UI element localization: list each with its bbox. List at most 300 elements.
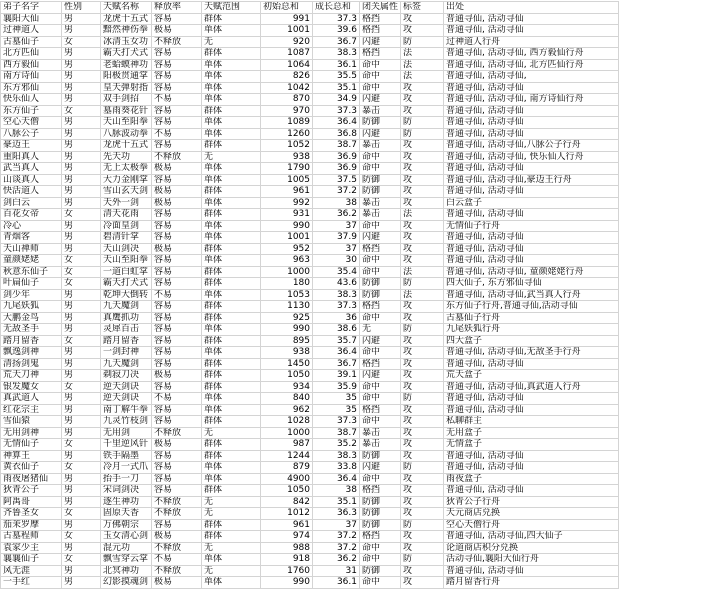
cell-tag[interactable]: 攻 — [401, 197, 444, 209]
cell-talent-range[interactable]: 单体 — [202, 163, 261, 175]
cell-initial-total[interactable]: 974 — [261, 531, 313, 543]
cell-gender[interactable]: 男 — [62, 13, 101, 25]
cell-release-rate[interactable]: 容易 — [152, 416, 202, 428]
cell-retreat-attr[interactable]: 命中 — [360, 82, 401, 94]
cell-source[interactable]: 普通寻仙, 活动寻仙 — [444, 25, 619, 37]
cell-growth-total[interactable]: 37.3 — [313, 301, 360, 313]
cell-initial-total[interactable]: 1042 — [261, 82, 313, 94]
cell-talent-range[interactable]: 无 — [202, 427, 261, 439]
cell-release-rate[interactable]: 容易 — [152, 381, 202, 393]
cell-tag[interactable]: 攻 — [401, 577, 444, 589]
cell-tag[interactable]: 攻 — [401, 220, 444, 232]
cell-initial-total[interactable]: 961 — [261, 186, 313, 198]
cell-tag[interactable]: 防 — [401, 462, 444, 474]
cell-source[interactable]: 过神道人行舟 — [444, 36, 619, 48]
cell-talent-range[interactable]: 群体 — [202, 48, 261, 60]
cell-initial-total[interactable]: 1053 — [261, 289, 313, 301]
cell-retreat-attr[interactable]: 命中 — [360, 416, 401, 428]
cell-source[interactable]: 私聊群主 — [444, 416, 619, 428]
cell-release-rate[interactable]: 不释放 — [152, 565, 202, 577]
cell-initial-total[interactable]: 842 — [261, 496, 313, 508]
cell-release-rate[interactable]: 容易 — [152, 48, 202, 60]
cell-talent[interactable]: 铁手隔墨 — [101, 450, 152, 462]
cell-retreat-attr[interactable]: 格挡 — [360, 485, 401, 497]
cell-initial-total[interactable]: 840 — [261, 393, 313, 405]
cell-release-rate[interactable]: 不释放 — [152, 36, 202, 48]
cell-source[interactable]: 普通寻仙, 活动寻仙 — [444, 232, 619, 244]
cell-source[interactable]: 活动寻仙,襄阳大仙行舟 — [444, 554, 619, 566]
cell-talent-range[interactable]: 群体 — [202, 531, 261, 543]
cell-retreat-attr[interactable]: 命中 — [360, 220, 401, 232]
cell-talent[interactable]: 墓雨葵花针 — [101, 105, 152, 117]
cell-release-rate[interactable]: 极易 — [152, 439, 202, 451]
cell-tag[interactable]: 攻 — [401, 370, 444, 382]
cell-gender[interactable]: 男 — [62, 404, 101, 416]
cell-retreat-attr[interactable]: 无 — [360, 324, 401, 336]
cell-source[interactable]: 普通寻仙, 活动寻仙, 北方匹仙行舟 — [444, 59, 619, 71]
cell-source[interactable]: 四大盒子 — [444, 335, 619, 347]
cell-source[interactable]: 普通寻仙, 活动寻仙,豪迈王行舟 — [444, 174, 619, 186]
cell-talent-range[interactable]: 群体 — [202, 243, 261, 255]
cell-talent[interactable]: 皇天弹射指 — [101, 82, 152, 94]
cell-initial-total[interactable]: 991 — [261, 13, 313, 25]
cell-gender[interactable]: 男 — [62, 496, 101, 508]
cell-growth-total[interactable]: 37.2 — [313, 531, 360, 543]
cell-talent[interactable]: 无用剑 — [101, 427, 152, 439]
cell-gender[interactable]: 女 — [62, 335, 101, 347]
cell-name[interactable]: 豪迈王 — [1, 140, 62, 152]
cell-retreat-attr[interactable]: 闪避 — [360, 128, 401, 140]
cell-talent-range[interactable]: 单体 — [202, 94, 261, 106]
cell-talent[interactable]: 无上太极拳 — [101, 163, 152, 175]
cell-talent-range[interactable]: 群体 — [202, 358, 261, 370]
cell-tag[interactable]: 攻 — [401, 163, 444, 175]
cell-retreat-attr[interactable]: 命中 — [360, 473, 401, 485]
cell-talent[interactable]: 八脉波动拳 — [101, 128, 152, 140]
cell-name[interactable]: 荒天刀神 — [1, 370, 62, 382]
cell-name[interactable]: 青烟客 — [1, 232, 62, 244]
cell-release-rate[interactable]: 容易 — [152, 358, 202, 370]
cell-gender[interactable]: 男 — [62, 220, 101, 232]
cell-initial-total[interactable]: 990 — [261, 220, 313, 232]
cell-retreat-attr[interactable]: 命中 — [360, 347, 401, 359]
cell-initial-total[interactable]: 1087 — [261, 48, 313, 60]
cell-gender[interactable]: 女 — [62, 209, 101, 221]
cell-initial-total[interactable]: 934 — [261, 381, 313, 393]
cell-initial-total[interactable]: 1760 — [261, 565, 313, 577]
cell-growth-total[interactable]: 33.8 — [313, 462, 360, 474]
cell-tag[interactable]: 攻 — [401, 82, 444, 94]
cell-initial-total[interactable]: 1000 — [261, 266, 313, 278]
cell-name[interactable]: 大鹏金鸟 — [1, 312, 62, 324]
cell-initial-total[interactable]: 990 — [261, 577, 313, 589]
cell-name[interactable]: 阿禹哥 — [1, 496, 62, 508]
cell-source[interactable]: 无情仙子行舟 — [444, 220, 619, 232]
cell-tag[interactable]: 防 — [401, 519, 444, 531]
cell-release-rate[interactable]: 容易 — [152, 324, 202, 336]
cell-growth-total[interactable]: 36.8 — [313, 128, 360, 140]
cell-initial-total[interactable]: 938 — [261, 151, 313, 163]
cell-tag[interactable]: 攻 — [401, 94, 444, 106]
cell-talent[interactable]: 飘雪穿云掌 — [101, 554, 152, 566]
cell-source[interactable]: 普通寻仙, 活动寻仙 — [444, 485, 619, 497]
cell-talent[interactable]: 天外一剑 — [101, 197, 152, 209]
cell-name[interactable]: 南方诗仙 — [1, 71, 62, 83]
cell-release-rate[interactable]: 容易 — [152, 485, 202, 497]
cell-growth-total[interactable]: 37.3 — [313, 105, 360, 117]
cell-name[interactable]: 武当真人 — [1, 163, 62, 175]
cell-gender[interactable]: 女 — [62, 381, 101, 393]
cell-name[interactable]: 踏月留香 — [1, 335, 62, 347]
cell-talent[interactable]: 大力金刚掌 — [101, 174, 152, 186]
header-cell-initial-total[interactable]: 初始总和 — [261, 2, 313, 14]
cell-talent[interactable]: 逆天剑诀 — [101, 393, 152, 405]
cell-source[interactable]: 普通寻仙, 活动寻仙, 童颜姥姥行舟 — [444, 266, 619, 278]
cell-talent[interactable]: 霸天打犬式 — [101, 278, 152, 290]
cell-initial-total[interactable]: 961 — [261, 519, 313, 531]
cell-tag[interactable]: 法 — [401, 48, 444, 60]
cell-talent[interactable]: 天山至阳拳 — [101, 117, 152, 129]
cell-tag[interactable]: 法 — [401, 59, 444, 71]
cell-source[interactable]: 论道商店积分兑换 — [444, 542, 619, 554]
cell-growth-total[interactable]: 37.3 — [313, 416, 360, 428]
cell-gender[interactable]: 男 — [62, 232, 101, 244]
cell-release-rate[interactable]: 容易 — [152, 278, 202, 290]
cell-growth-total[interactable]: 35.1 — [313, 496, 360, 508]
header-cell-tag[interactable]: 标签 — [401, 2, 444, 14]
cell-talent-range[interactable]: 群体 — [202, 381, 261, 393]
cell-release-rate[interactable]: 容易 — [152, 13, 202, 25]
cell-talent-range[interactable]: 群体 — [202, 416, 261, 428]
cell-initial-total[interactable]: 870 — [261, 94, 313, 106]
cell-growth-total[interactable]: 36.4 — [313, 473, 360, 485]
cell-release-rate[interactable]: 不释放 — [152, 151, 202, 163]
cell-release-rate[interactable]: 不易 — [152, 393, 202, 405]
cell-tag[interactable]: 防 — [401, 36, 444, 48]
cell-initial-total[interactable]: 1130 — [261, 301, 313, 313]
cell-gender[interactable]: 男 — [62, 347, 101, 359]
cell-tag[interactable]: 法 — [401, 71, 444, 83]
cell-release-rate[interactable]: 极易 — [152, 25, 202, 37]
cell-talent-range[interactable]: 单体 — [202, 255, 261, 267]
cell-initial-total[interactable]: 1000 — [261, 427, 313, 439]
cell-name[interactable]: 东方邪仙 — [1, 82, 62, 94]
cell-tag[interactable]: 攻 — [401, 140, 444, 152]
cell-talent-range[interactable]: 单体 — [202, 554, 261, 566]
cell-growth-total[interactable]: 35.2 — [313, 439, 360, 451]
cell-retreat-attr[interactable]: 闪避 — [360, 36, 401, 48]
cell-retreat-attr[interactable]: 格挡 — [360, 25, 401, 37]
cell-talent-range[interactable]: 单体 — [202, 462, 261, 474]
cell-name[interactable]: 风无涯 — [1, 565, 62, 577]
cell-release-rate[interactable]: 不易 — [152, 554, 202, 566]
cell-release-rate[interactable]: 不易 — [152, 128, 202, 140]
cell-tag[interactable]: 攻 — [401, 358, 444, 370]
cell-retreat-attr[interactable]: 格挡 — [360, 358, 401, 370]
cell-source[interactable]: 空心天僧行舟 — [444, 519, 619, 531]
cell-source[interactable]: 普通寻仙, 活动寻仙 — [444, 358, 619, 370]
cell-growth-total[interactable]: 30 — [313, 255, 360, 267]
cell-growth-total[interactable]: 38.3 — [313, 48, 360, 60]
cell-talent[interactable]: 冷月一式爪 — [101, 462, 152, 474]
cell-source[interactable]: 东方仙子行舟,普通寻仙,活动寻仙 — [444, 301, 619, 313]
cell-source[interactable]: 普通寻仙, 活动寻仙 — [444, 255, 619, 267]
cell-initial-total[interactable]: 931 — [261, 209, 313, 221]
cell-source[interactable]: 普通寻仙, 活动寻仙 — [444, 13, 619, 25]
cell-gender[interactable]: 男 — [62, 324, 101, 336]
cell-talent-range[interactable]: 单体 — [202, 197, 261, 209]
cell-release-rate[interactable]: 容易 — [152, 59, 202, 71]
cell-source[interactable]: 普通寻仙, 活动寻仙 — [444, 243, 619, 255]
cell-growth-total[interactable]: 35.7 — [313, 335, 360, 347]
cell-initial-total[interactable]: 918 — [261, 554, 313, 566]
cell-source[interactable]: 普通寻仙, 活动寻仙,八脉公子行舟 — [444, 140, 619, 152]
cell-growth-total[interactable]: 37.3 — [313, 13, 360, 25]
cell-release-rate[interactable]: 容易 — [152, 312, 202, 324]
cell-name[interactable]: 剑白云 — [1, 197, 62, 209]
cell-release-rate[interactable]: 容易 — [152, 347, 202, 359]
cell-talent[interactable]: 逆天剑诀 — [101, 381, 152, 393]
cell-tag[interactable]: 攻 — [401, 404, 444, 416]
header-cell-gender[interactable]: 性别 — [62, 2, 101, 14]
cell-talent[interactable]: 冷面皇剑 — [101, 220, 152, 232]
cell-source[interactable]: 普通寻仙, 活动寻仙 — [444, 404, 619, 416]
cell-initial-total[interactable]: 180 — [261, 278, 313, 290]
cell-source[interactable]: 普通寻仙, 活动寻仙 — [444, 163, 619, 175]
cell-growth-total[interactable]: 35.4 — [313, 266, 360, 278]
cell-name[interactable]: 雪仙猿 — [1, 416, 62, 428]
cell-growth-total[interactable]: 36 — [313, 312, 360, 324]
cell-name[interactable]: 神算王 — [1, 450, 62, 462]
cell-retreat-attr[interactable]: 命中 — [360, 163, 401, 175]
cell-gender[interactable]: 男 — [62, 577, 101, 589]
cell-gender[interactable]: 男 — [62, 186, 101, 198]
cell-source[interactable]: 普通寻仙, 活动寻仙,武当真人行舟 — [444, 289, 619, 301]
cell-retreat-attr[interactable]: 格挡 — [360, 301, 401, 313]
cell-name[interactable]: 童颜姥姥 — [1, 255, 62, 267]
cell-initial-total[interactable]: 987 — [261, 439, 313, 451]
cell-source[interactable]: 普通寻仙, 活动寻仙 — [444, 117, 619, 129]
cell-talent-range[interactable]: 单体 — [202, 289, 261, 301]
cell-initial-total[interactable]: 1012 — [261, 508, 313, 520]
cell-talent-range[interactable]: 无 — [202, 496, 261, 508]
cell-gender[interactable]: 男 — [62, 450, 101, 462]
cell-retreat-attr[interactable]: 格挡 — [360, 531, 401, 543]
cell-talent-range[interactable]: 单体 — [202, 220, 261, 232]
cell-release-rate[interactable]: 容易 — [152, 462, 202, 474]
cell-name[interactable]: 古墓仙子 — [1, 36, 62, 48]
cell-growth-total[interactable]: 35 — [313, 404, 360, 416]
cell-name[interactable]: 黄衣仙子 — [1, 462, 62, 474]
cell-name[interactable]: 空心天僧 — [1, 117, 62, 129]
cell-initial-total[interactable]: 1001 — [261, 25, 313, 37]
cell-retreat-attr[interactable]: 防御 — [360, 450, 401, 462]
cell-initial-total[interactable]: 1050 — [261, 370, 313, 382]
cell-gender[interactable]: 男 — [62, 370, 101, 382]
cell-growth-total[interactable]: 36.4 — [313, 117, 360, 129]
cell-initial-total[interactable]: 962 — [261, 404, 313, 416]
cell-talent[interactable]: 一剑封神 — [101, 347, 152, 359]
cell-retreat-attr[interactable]: 闪避 — [360, 232, 401, 244]
cell-release-rate[interactable]: 不释放 — [152, 427, 202, 439]
cell-gender[interactable]: 女 — [62, 508, 101, 520]
cell-growth-total[interactable]: 37 — [313, 220, 360, 232]
cell-talent[interactable]: 灵犀百击 — [101, 324, 152, 336]
cell-tag[interactable]: 攻 — [401, 427, 444, 439]
cell-initial-total[interactable]: 1260 — [261, 128, 313, 140]
cell-gender[interactable]: 男 — [62, 48, 101, 60]
cell-release-rate[interactable]: 容易 — [152, 255, 202, 267]
cell-growth-total[interactable]: 39.6 — [313, 25, 360, 37]
cell-initial-total[interactable]: 1790 — [261, 163, 313, 175]
cell-talent[interactable]: 一道白虹掌 — [101, 266, 152, 278]
cell-initial-total[interactable]: 952 — [261, 243, 313, 255]
cell-name[interactable]: 真武道人 — [1, 393, 62, 405]
cell-talent[interactable]: 霸天打犬式 — [101, 48, 152, 60]
cell-tag[interactable]: 法 — [401, 209, 444, 221]
cell-retreat-attr[interactable]: 防御 — [360, 519, 401, 531]
cell-gender[interactable]: 男 — [62, 358, 101, 370]
cell-tag[interactable]: 攻 — [401, 542, 444, 554]
cell-release-rate[interactable]: 容易 — [152, 140, 202, 152]
cell-retreat-attr[interactable]: 命中 — [360, 71, 401, 83]
cell-name[interactable]: 襄襄仙子 — [1, 554, 62, 566]
cell-talent-range[interactable]: 单体 — [202, 128, 261, 140]
cell-name[interactable]: 银发魔女 — [1, 381, 62, 393]
cell-talent-range[interactable]: 单体 — [202, 347, 261, 359]
cell-gender[interactable]: 女 — [62, 255, 101, 267]
cell-gender[interactable]: 男 — [62, 163, 101, 175]
header-cell-talent-range[interactable]: 天赋范围 — [202, 2, 261, 14]
cell-growth-total[interactable]: 37.2 — [313, 542, 360, 554]
cell-retreat-attr[interactable]: 命中 — [360, 393, 401, 405]
cell-initial-total[interactable]: 895 — [261, 335, 313, 347]
cell-source[interactable]: 普通寻仙, 活动寻仙,无敌圣手行舟 — [444, 347, 619, 359]
cell-initial-total[interactable]: 1064 — [261, 59, 313, 71]
cell-release-rate[interactable]: 容易 — [152, 82, 202, 94]
cell-talent[interactable]: 阳极贯通掌 — [101, 71, 152, 83]
cell-name[interactable]: 叶扁仙子 — [1, 278, 62, 290]
cell-growth-total[interactable]: 38.7 — [313, 140, 360, 152]
cell-release-rate[interactable]: 容易 — [152, 519, 202, 531]
cell-retreat-attr[interactable]: 命中 — [360, 577, 401, 589]
cell-name[interactable]: 东方仙子 — [1, 105, 62, 117]
cell-retreat-attr[interactable]: 防御 — [360, 186, 401, 198]
cell-tag[interactable]: 攻 — [401, 243, 444, 255]
cell-talent-range[interactable]: 群体 — [202, 485, 261, 497]
cell-gender[interactable]: 男 — [62, 519, 101, 531]
cell-release-rate[interactable]: 不易 — [152, 94, 202, 106]
cell-retreat-attr[interactable]: 命中 — [360, 151, 401, 163]
cell-source[interactable]: 白云盒子 — [444, 197, 619, 209]
cell-talent[interactable]: 踏月留香 — [101, 335, 152, 347]
cell-talent-range[interactable]: 无 — [202, 151, 261, 163]
cell-growth-total[interactable]: 37 — [313, 243, 360, 255]
cell-tag[interactable]: 防 — [401, 117, 444, 129]
cell-tag[interactable]: 攻 — [401, 105, 444, 117]
cell-tag[interactable]: 防 — [401, 278, 444, 290]
cell-tag[interactable]: 防 — [401, 554, 444, 566]
cell-growth-total[interactable]: 37.9 — [313, 232, 360, 244]
cell-talent[interactable]: 清天花雨 — [101, 209, 152, 221]
cell-name[interactable]: 冷心 — [1, 220, 62, 232]
cell-source[interactable]: 荒天盒子 — [444, 370, 619, 382]
cell-name[interactable]: 古墓程师 — [1, 531, 62, 543]
cell-retreat-attr[interactable]: 格挡 — [360, 404, 401, 416]
cell-tag[interactable]: 攻 — [401, 301, 444, 313]
cell-gender[interactable]: 女 — [62, 462, 101, 474]
cell-name[interactable]: 山谈真人 — [1, 174, 62, 186]
cell-tag[interactable]: 攻 — [401, 335, 444, 347]
cell-talent-range[interactable]: 单体 — [202, 324, 261, 336]
cell-retreat-attr[interactable]: 防御 — [360, 278, 401, 290]
cell-source[interactable]: 九尾妖狐行舟 — [444, 324, 619, 336]
cell-source[interactable]: 四大仙子, 东方邪仙寻仙 — [444, 278, 619, 290]
cell-retreat-attr[interactable]: 命中 — [360, 312, 401, 324]
cell-retreat-attr[interactable]: 防御 — [360, 496, 401, 508]
cell-talent[interactable]: 九天魔剑 — [101, 358, 152, 370]
cell-growth-total[interactable]: 36.4 — [313, 347, 360, 359]
cell-growth-total[interactable]: 35 — [313, 393, 360, 405]
cell-tag[interactable]: 攻 — [401, 347, 444, 359]
cell-talent[interactable]: 幻影摸魂剑 — [101, 577, 152, 589]
cell-initial-total[interactable]: 1450 — [261, 358, 313, 370]
cell-name[interactable]: 秋意东仙子 — [1, 266, 62, 278]
cell-tag[interactable]: 攻 — [401, 312, 444, 324]
cell-release-rate[interactable]: 容易 — [152, 71, 202, 83]
cell-name[interactable]: 袁家少主 — [1, 542, 62, 554]
cell-growth-total[interactable]: 35.9 — [313, 381, 360, 393]
cell-retreat-attr[interactable]: 暴击 — [360, 209, 401, 221]
cell-name[interactable]: 天山禅师 — [1, 243, 62, 255]
cell-retreat-attr[interactable]: 防御 — [360, 174, 401, 186]
cell-talent-range[interactable]: 群体 — [202, 335, 261, 347]
cell-release-rate[interactable]: 容易 — [152, 117, 202, 129]
cell-growth-total[interactable]: 36.9 — [313, 163, 360, 175]
cell-gender[interactable]: 女 — [62, 278, 101, 290]
cell-talent[interactable]: 抬手一刀 — [101, 473, 152, 485]
cell-tag[interactable]: 攻 — [401, 565, 444, 577]
cell-growth-total[interactable]: 39.1 — [313, 370, 360, 382]
cell-gender[interactable]: 男 — [62, 485, 101, 497]
cell-initial-total[interactable]: 925 — [261, 312, 313, 324]
cell-gender[interactable]: 男 — [62, 151, 101, 163]
cell-name[interactable]: 茄茉罗摩 — [1, 519, 62, 531]
cell-gender[interactable]: 女 — [62, 531, 101, 543]
cell-gender[interactable]: 男 — [62, 71, 101, 83]
cell-gender[interactable]: 男 — [62, 301, 101, 313]
cell-release-rate[interactable]: 极易 — [152, 186, 202, 198]
cell-retreat-attr[interactable]: 格挡 — [360, 243, 401, 255]
cell-retreat-attr[interactable]: 命中 — [360, 554, 401, 566]
cell-talent[interactable]: 老蛤蟆神功 — [101, 59, 152, 71]
cell-retreat-attr[interactable]: 暴击 — [360, 105, 401, 117]
cell-source[interactable]: 踏月留香行舟 — [444, 577, 619, 589]
cell-source[interactable]: 无情盒子 — [444, 439, 619, 451]
cell-tag[interactable]: 攻 — [401, 186, 444, 198]
cell-initial-total[interactable]: 988 — [261, 542, 313, 554]
cell-release-rate[interactable]: 极易 — [152, 197, 202, 209]
cell-retreat-attr[interactable]: 命中 — [360, 381, 401, 393]
cell-source[interactable]: 普通寻仙, 活动寻仙 — [444, 186, 619, 198]
cell-gender[interactable]: 男 — [62, 197, 101, 209]
cell-retreat-attr[interactable]: 防御 — [360, 508, 401, 520]
cell-name[interactable]: 北方匹仙 — [1, 48, 62, 60]
cell-talent-range[interactable]: 单体 — [202, 82, 261, 94]
cell-retreat-attr[interactable]: 命中 — [360, 542, 401, 554]
cell-release-rate[interactable]: 容易 — [152, 301, 202, 313]
cell-source[interactable]: 普通寻仙, 活动寻仙, — [444, 71, 619, 83]
